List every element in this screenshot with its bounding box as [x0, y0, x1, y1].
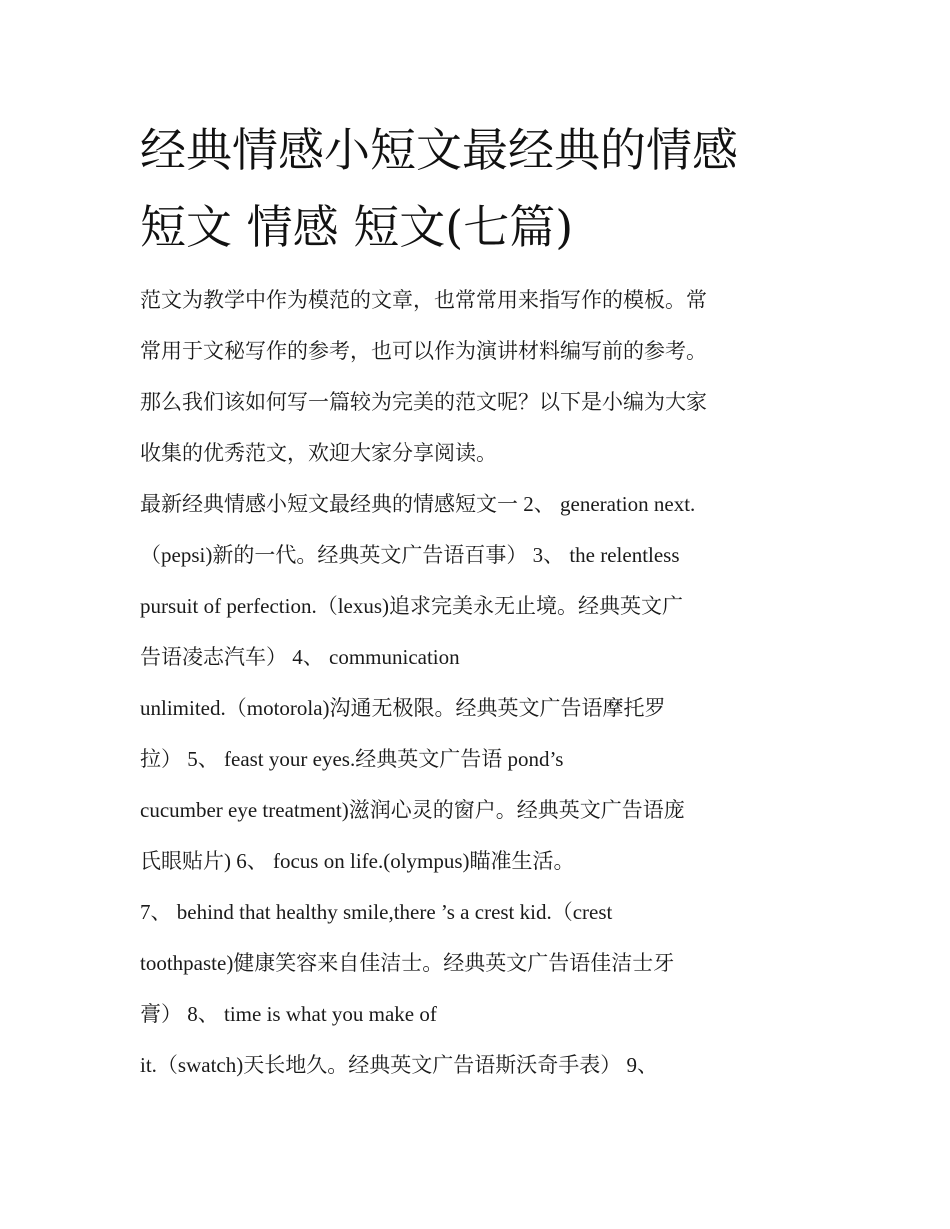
content-line: （pepsi)新的一代。经典英文广告语百事） 3、 the relentless [140, 543, 680, 567]
content-line: cucumber eye treatment)滋润心灵的窗户。经典英文广告语庞 [140, 798, 685, 822]
content-line: 膏） 8、 time is what you make of [140, 1002, 437, 1026]
intro-line: 那么我们该如何写一篇较为完美的范文呢？以下是小编为大家 [140, 390, 707, 414]
content-line: it.（swatch)天长地久。经典英文广告语斯沃奇手表） 9、 [140, 1053, 658, 1077]
intro-line: 收集的优秀范文，欢迎大家分享阅读。 [140, 441, 497, 465]
content-line: 最新经典情感小短文最经典的情感短文一 2、 generation next. [140, 492, 696, 516]
intro-line: 常用于文秘写作的参考，也可以作为演讲材料编写前的参考。 [140, 339, 707, 363]
content-line: toothpaste)健康笑容来自佳洁士。经典英文广告语佳洁士牙 [140, 951, 675, 975]
title-line: 经典情感小短文最经典的情感 [140, 123, 738, 177]
content-line: unlimited.（motorola)沟通无极限。经典英文广告语摩托罗 [140, 696, 666, 720]
content-line: 7、 behind that healthy smile,there ’s a crest kid.（crest [140, 900, 613, 924]
title-line: 短文 情感 短文(七篇) [140, 200, 574, 254]
content-line: 氏眼贴片) 6、 focus on life.(olympus)瞄准生活。 [140, 849, 575, 873]
intro-line: 范文为教学中作为模范的文章，也常常用来指写作的模板。常 [140, 288, 707, 312]
content-line: 告语凌志汽车） 4、 communication [140, 645, 460, 669]
content-line: 拉） 5、 feast your eyes.经典英文广告语 pond’s [140, 747, 564, 771]
content-line: pursuit of perfection.（lexus)追求完美永无止境。经典英文广 [140, 594, 684, 618]
document-title [140, 112, 820, 266]
